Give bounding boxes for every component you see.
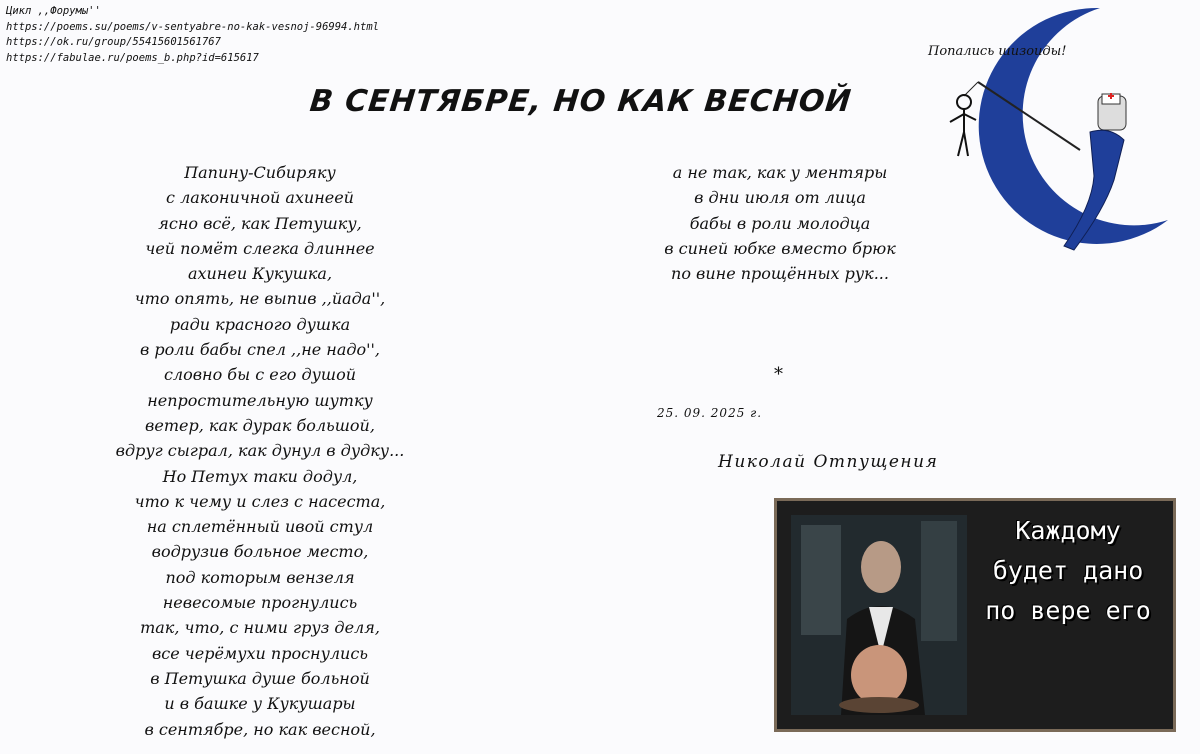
poem-line: в сентябре, но как весной,: [144, 719, 376, 739]
poem-line: с лаконичной ахинеей: [166, 188, 354, 208]
poem-line: ради красного душка: [169, 314, 351, 334]
poem-line: что опять, не выпив ,,йада'',: [134, 289, 386, 309]
poem-line: Но Петух таки додул,: [162, 466, 358, 486]
crescent-moon-illustration: [930, 0, 1170, 262]
poem-line: под которым вензеля: [165, 567, 355, 587]
link-fabulae[interactable]: https://fabulae.ru/poems_b.php?id=615617: [6, 51, 259, 64]
quote-picture-frame: [774, 498, 1176, 732]
picture-quote: [965, 511, 1171, 631]
poem-line: бабы в роли молодца: [689, 213, 871, 233]
poem-title: В СЕНТЯБРЕ, НО КАК ВЕСНОЙ: [308, 84, 854, 119]
poem-line: в дни июля от лица: [694, 188, 866, 208]
poem-line: все черёмухи проснулись: [151, 643, 369, 663]
poem-line: так, что, с ними груз деля,: [140, 618, 380, 638]
quote-line: по вере его: [985, 596, 1151, 625]
poem-line: и в башке у Кукушары: [164, 694, 356, 714]
poem-line: непростительную шутку: [147, 390, 373, 410]
poem-line: чей помёт слегка длиннее: [145, 238, 375, 258]
quote-line: будет дано: [992, 556, 1144, 585]
poem-column-left: [90, 160, 430, 742]
section-star: *: [774, 364, 783, 385]
poem-line: в роли бабы спел ,,не надо'',: [139, 340, 381, 360]
poem-line: ветер, как дурак большой,: [145, 415, 375, 435]
author-name: Николай Отпущения: [718, 452, 939, 472]
poem-column-right: [640, 160, 920, 286]
cycle-label: Цикл ,,Форумы'': [6, 5, 101, 17]
poem-line: невесомые прогнулись: [162, 593, 358, 613]
poem-line: вдруг сыграл, как дунул в дудку...: [115, 441, 405, 461]
link-ok-ru[interactable]: https://ok.ru/group/55415601561767: [6, 36, 221, 48]
poem-line: по вине прощённых рук...: [671, 264, 889, 284]
moon-caption: Попались шизоиды!: [928, 44, 1067, 59]
quote-line: Каждому: [1015, 516, 1121, 545]
poem-line: а не так, как у ментяры: [672, 163, 888, 182]
poem-date: 25. 09. 2025 г.: [657, 406, 763, 420]
poem-line: Папину-Сибиряку: [184, 163, 336, 182]
poem-line: ясно всё, как Петушку,: [158, 213, 362, 233]
movie-still-photo: [791, 515, 967, 715]
poem-line: ахинеи Кукушка,: [187, 264, 333, 284]
stick-figure-hanging: [950, 95, 976, 156]
poem-line: что к чему и слез с насеста,: [134, 491, 386, 511]
link-poems-su[interactable]: https://poems.su/poems/v-sentyabre-no-kak-vesnoj-96994.html: [6, 20, 379, 33]
poem-line: водрузив больное место,: [151, 542, 369, 562]
header-links: [6, 4, 379, 66]
poem-line: в синей юбке вместо брюк: [664, 238, 896, 258]
poem-line: в Петушка душе больной: [150, 668, 370, 688]
poem-line: словно бы с его душой: [163, 365, 357, 385]
poem-line: на сплетённый ивой стул: [146, 517, 374, 537]
